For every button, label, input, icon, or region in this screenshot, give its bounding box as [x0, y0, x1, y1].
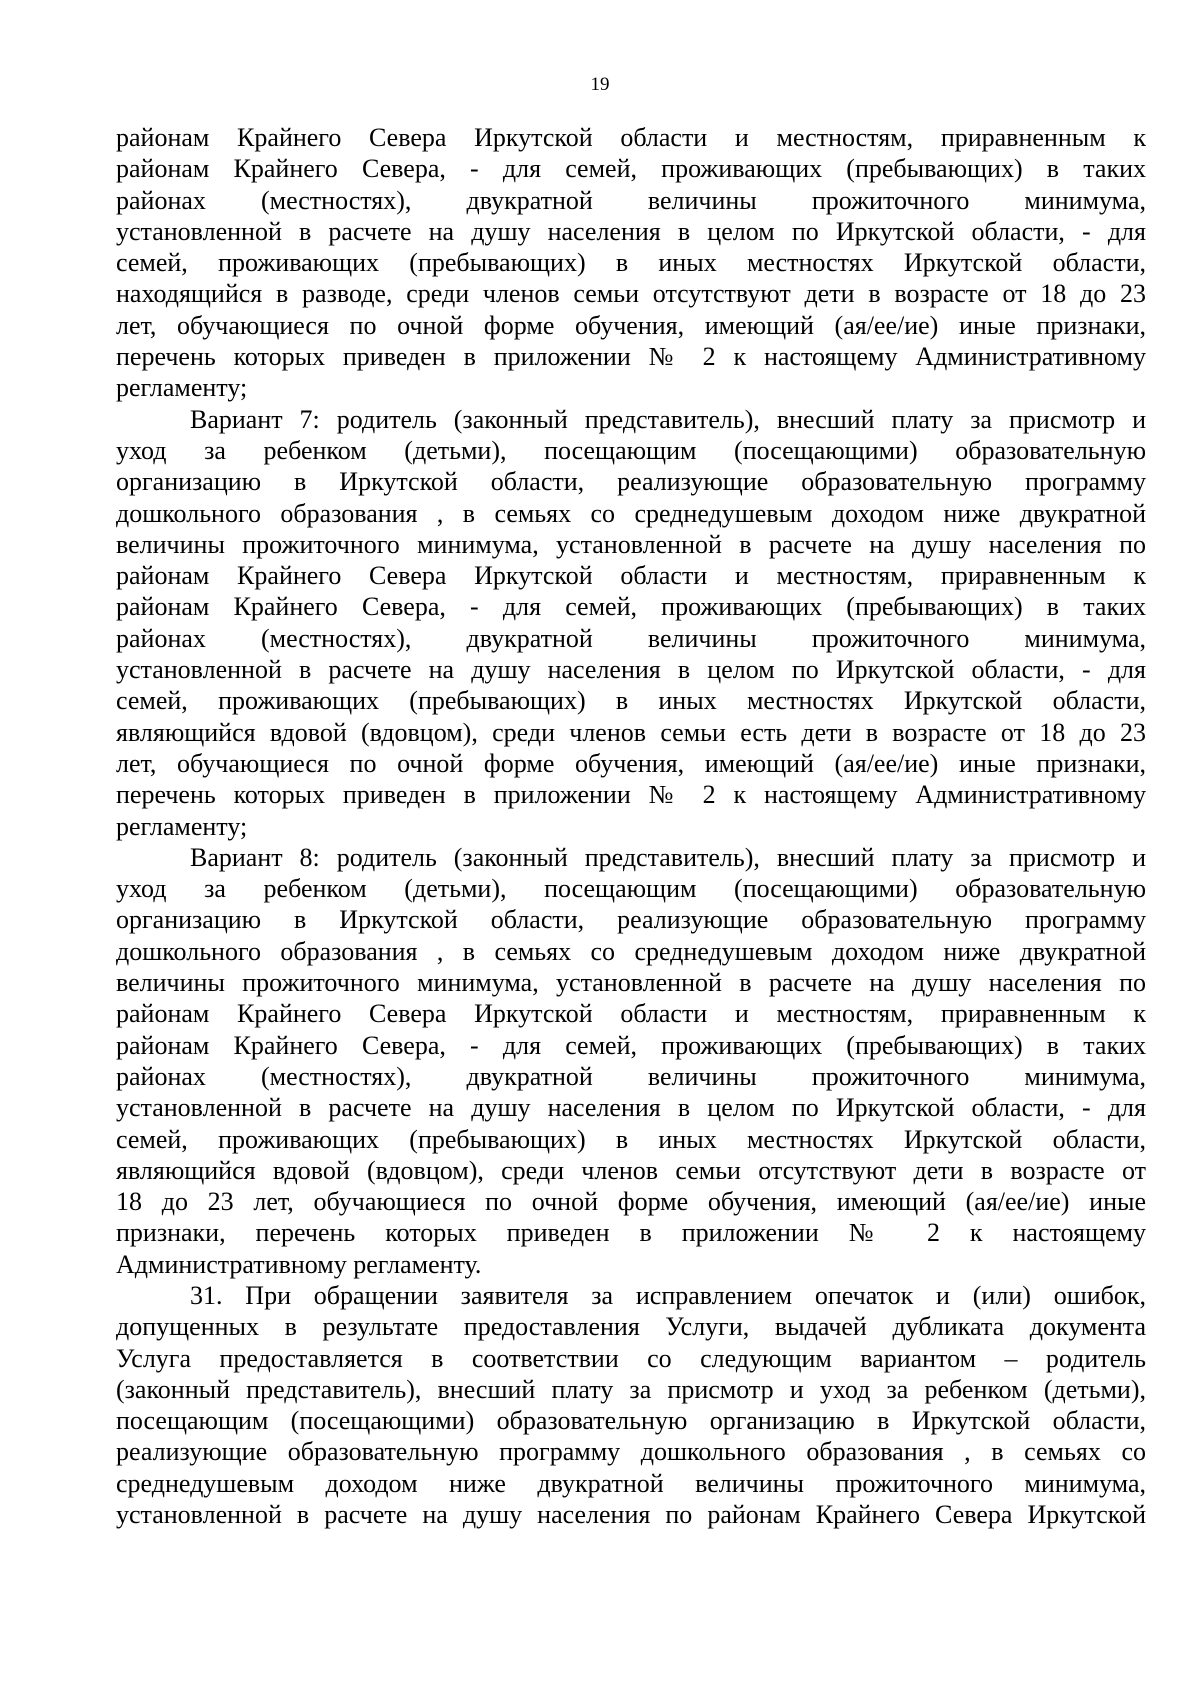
text-line: величины прожиточного минимума, установленной в расчете на душу населения по: [116, 529, 1146, 559]
text-line: являющийся вдовой (вдовцом), среди членов семьи есть дети в возрасте от 18 до 23: [116, 717, 1146, 747]
text-line: признаки, перечень которых приведен в приложении № 2 к настоящему: [116, 1218, 1146, 1248]
text-line: семей, проживающих (пребывающих) в иных местностях Иркутской области,: [116, 1124, 1146, 1154]
text-line: находящийся в разводе, среди членов семьи отсутствуют дети в возрасте от 18 до 23: [116, 279, 1146, 309]
text-line: регламенту;: [116, 811, 248, 841]
text-line: регламенту;: [116, 373, 248, 403]
text-line: установленной в расчете на душу населения в целом по Иркутской области, - для: [116, 216, 1146, 246]
text-line: среднедушевым доходом ниже двукратной величины прожиточного минимума,: [116, 1468, 1146, 1498]
text-line: 18 до 23 лет, обучающиеся по очной форме обучения, имеющий (ая/ее/ие) иные: [116, 1187, 1146, 1217]
text-line: районам Крайнего Севера, - для семей, проживающих (пребывающих) в таких: [116, 592, 1146, 622]
text-line: величины прожиточного минимума, установленной в расчете на душу населения по: [116, 968, 1146, 998]
text-line: посещающим (посещающими) образовательную организацию в Иркутской области,: [116, 1406, 1146, 1436]
text-line: установленной в расчете на душу населения по районам Крайнего Севера Иркутской: [116, 1500, 1146, 1530]
text-line: районах (местностях), двукратной величины прожиточного минимума,: [116, 623, 1146, 653]
paragraph: [116, 1280, 1146, 1530]
text-line: лет, обучающиеся по очной форме обучения, имеющий (ая/ее/ие) иные признаки,: [116, 310, 1146, 340]
text-line: (законный представитель), внесший плату за присмотр и уход за ребенком (детьми),: [116, 1374, 1146, 1404]
text-line: Услуга предоставляется в соответствии со следующим вариантом – родитель: [116, 1343, 1146, 1373]
text-line: установленной в расчете на душу населения в целом по Иркутской области, - для: [116, 655, 1146, 685]
text-line: перечень которых приведен в приложении № 2 к настоящему Административному: [116, 780, 1146, 810]
text-line: семей, проживающих (пребывающих) в иных местностях Иркутской области,: [116, 248, 1146, 278]
text-line: районам Крайнего Севера Иркутской области и местностям, приравненным к: [116, 561, 1146, 591]
text-line: реализующие образовательную программу дошкольного образования , в семьях со: [116, 1437, 1146, 1467]
text-line: семей, проживающих (пребывающих) в иных местностях Иркутской области,: [116, 686, 1146, 716]
page-number: 19: [590, 74, 610, 95]
text-line: перечень которых приведен в приложении № 2 к настоящему Административному: [116, 342, 1146, 372]
text-line: 31. При обращении заявителя за исправлением опечаток и (или) ошибок,: [190, 1280, 1146, 1310]
text-line: Вариант 8: родитель (законный представитель), внесший плату за присмотр и: [190, 842, 1146, 872]
paragraph: [116, 122, 1146, 404]
text-line: районах (местностях), двукратной величины прожиточного минимума,: [116, 185, 1146, 215]
text-line: районам Крайнего Севера, - для семей, проживающих (пребывающих) в таких: [116, 154, 1146, 184]
text-line: являющийся вдовой (вдовцом), среди членов семьи отсутствуют дети в возрасте от: [116, 1155, 1146, 1185]
text-line: Вариант 7: родитель (законный представитель), внесший плату за присмотр и: [190, 404, 1146, 434]
text-line: организацию в Иркутской области, реализующие образовательную программу: [116, 467, 1146, 497]
text-line: дошкольного образования , в семьях со среднедушевым доходом ниже двукратной: [116, 498, 1146, 528]
text-line: организацию в Иркутской области, реализующие образовательную программу: [116, 905, 1146, 935]
text-line: дошкольного образования , в семьях со среднедушевым доходом ниже двукратной: [116, 936, 1146, 966]
text-line: допущенных в результате предоставления Услуги, выдачей дубликата документа: [116, 1312, 1146, 1342]
text-line: лет, обучающиеся по очной форме обучения, имеющий (ая/ее/ие) иные признаки,: [116, 748, 1146, 778]
text-line: районам Крайнего Севера Иркутской области и местностям, приравненным к: [116, 999, 1146, 1029]
paragraph: [116, 404, 1146, 842]
paragraph: [116, 842, 1146, 1280]
document-body: [116, 122, 1146, 1530]
text-line: Административному регламенту.: [116, 1249, 482, 1279]
text-line: уход за ребенком (детьми), посещающим (посещающими) образовательную: [116, 435, 1146, 465]
text-line: районах (местностях), двукратной величины прожиточного минимума,: [116, 1061, 1146, 1091]
text-line: районам Крайнего Севера, - для семей, проживающих (пребывающих) в таких: [116, 1030, 1146, 1060]
text-line: уход за ребенком (детьми), посещающим (посещающими) образовательную: [116, 874, 1146, 904]
text-line: районам Крайнего Севера Иркутской области и местностям, приравненным к: [116, 123, 1146, 152]
text-line: установленной в расчете на душу населения в целом по Иркутской области, - для: [116, 1093, 1146, 1123]
